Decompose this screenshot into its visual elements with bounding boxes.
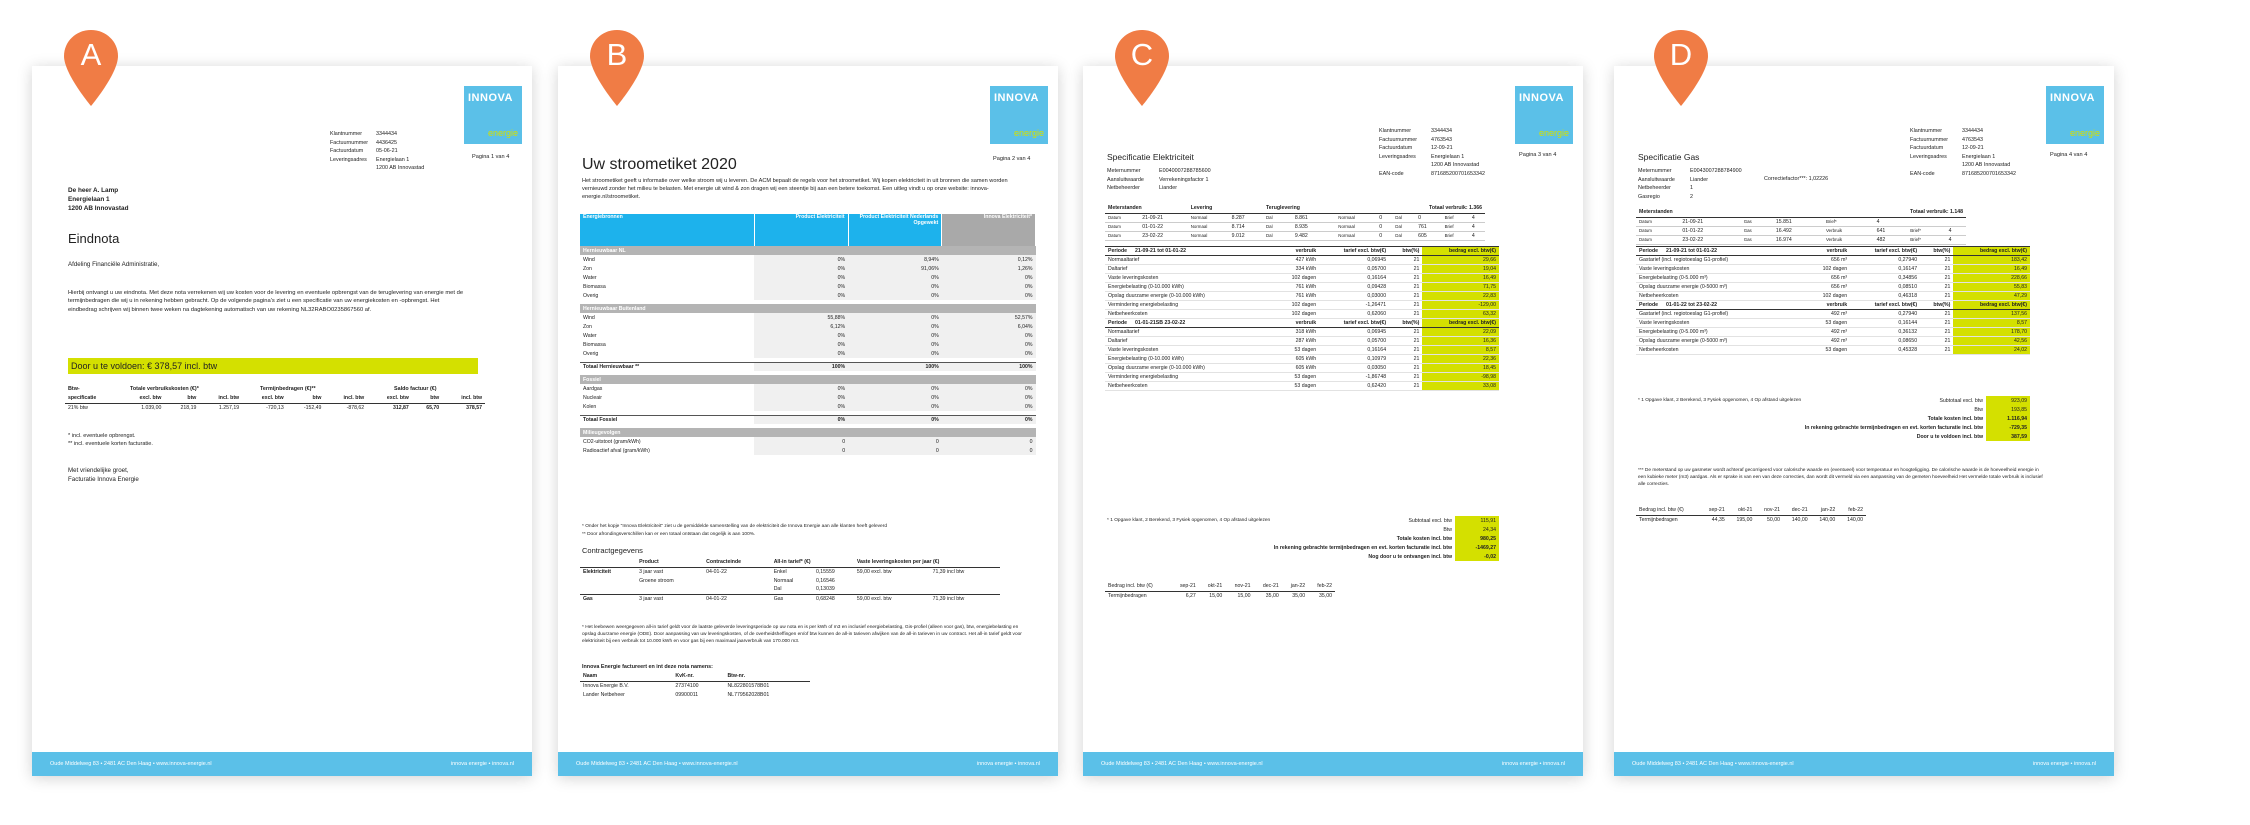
invoice-meta: [1379, 127, 1485, 179]
table-row: Hernieuwbaar Buitenland: [580, 304, 1036, 313]
spec-table: [1105, 246, 1499, 391]
table-row: Vaste leveringskosten 53 dagen 0,16144 21 8,57: [1636, 319, 2030, 328]
page-number: Pagina 2 van 4: [993, 156, 1031, 162]
page-title: Specificatie Elektriciteit: [1107, 152, 1194, 162]
meter-readings: [1105, 204, 1485, 241]
table-row: Overig 0% 0% 0%: [580, 291, 1036, 300]
table-row: Elektriciteit 3 jaar vast 04-01-22 Enkel 0,15559 59,00 excl. btw 71,39 incl btw: [583, 568, 965, 575]
page-specificatie-gas: [1614, 66, 2114, 776]
table-row: Datum 23-02-22 Gas 16.974 Verbruik 482 Brief* 4: [1636, 235, 1966, 244]
meta-row: Klantnummer 3344434: [1910, 128, 1983, 134]
meta-row: Leveringsadres Energielaan 1: [1910, 153, 1996, 160]
pin-letter: B: [606, 37, 628, 72]
monthly-amounts: [1636, 506, 1866, 524]
meta-row: Factuurdatum 12-09-21: [1379, 145, 1453, 152]
summary-header: Btw-: [68, 386, 80, 392]
closing: Met vriendelijke groet, Facturatie Innova Energie: [68, 467, 139, 483]
energy-sources-table: [580, 214, 1036, 459]
footnote-1: * Onder het kopje "Innova Elektriciteit" ziet u de gemiddelde samenstelling van de elektriciteit die Innova Energie aan alle klanten heeft geleverd: [582, 524, 887, 529]
table-row: Biomassa 0% 0% 0%: [580, 282, 1036, 291]
amount-due: Door u te voldoen: € 378,57 incl. btw: [68, 358, 478, 374]
table-row: Door u te voldoen incl. btw 387,59: [1774, 432, 2030, 441]
table-row: Biomassa 0% 0% 0%: [580, 340, 1036, 349]
table-row: Fossiel: [580, 375, 1036, 384]
totals: [1243, 516, 1499, 561]
table-row: Daltarief 334 kWh 0,05700 21 19,04: [1105, 265, 1499, 274]
table-row: Periode 01-01-22 tot 23-02-22 verbruik tarief excl. btw(€) btw(%) bedrag excl. btw(€): [1636, 301, 2030, 310]
innova-logo: INNOVA energie: [2046, 86, 2104, 144]
meta-row: EAN-code 871685200701653342: [1910, 170, 2016, 177]
innova-logo: INNOVA energie: [1515, 86, 1573, 144]
table-row: Bedrag incl. btw (€) sep-21 okt-21 nov-21 dec-21 jan-22 feb-22: [1636, 506, 1866, 515]
table-row: Product Contracteinde All-in tarief* (€) Vaste leveringskosten per jaar (€): [580, 558, 1000, 567]
table-row: Totaal Fossiel 0% 0% 0%: [580, 415, 1036, 424]
table-row: Meterstanden Totaal verbruik: 1.148: [1636, 208, 1966, 217]
table-row: Btw 193,85: [1774, 405, 2030, 414]
table-row: Opslag duurzame energie (0-5000 m³) 656 m³ 0,08510 21 55,83: [1636, 283, 2030, 292]
monthly-amounts: [1105, 582, 1335, 600]
table-row: Subtotaal excl. btw 115,91: [1243, 516, 1499, 525]
meta-row: Netbeheerder 1: [1638, 185, 1693, 192]
summary-header-saldo: Saldo factuur (€): [394, 386, 437, 392]
pin-a: [62, 28, 120, 108]
meta-row: Leveringsadres Energielaan 1: [1379, 153, 1465, 160]
table-row: In rekening gebrachte termijnbedragen en evt. korten facturatie incl. btw -1469,27: [1243, 543, 1499, 552]
table-row: Energiebelasting (0-10.000 kWh) 605 kWh 0,10979 21 22,36: [1105, 355, 1499, 364]
body-text: Hierbij ontvangt u uw eindnota. Met deze nota verrekenen wij uw kosten voor de levering en eventuele opbrengst van de teruglevering van energie met de termijnbedragen die wij u in rekening hebben gebracht. Op de volgende pagina's ziet u een specificatie van uw energiekosten en -opbrengst. Het eindbedrag schrijven wij binnen twee weken na dagtekening automatisch van uw rekening NL32RABO0235867560 af.: [68, 290, 464, 313]
meta-row: 1200 AB Innovastad: [1431, 162, 1480, 169]
correction-factor: Correctiefactor***: 1,02226: [1764, 176, 1829, 182]
table-row: Nucleair 0% 0% 0%: [580, 393, 1036, 402]
page-number: Pagina 4 van 4: [2050, 152, 2088, 158]
table-row: Datum 21-09-21 Gas 15.851 Brief* 4: [1636, 217, 1966, 226]
table-row: Netbeheerkosten 102 dagen 0,62060 21 63,32: [1105, 310, 1499, 319]
page-title: Eindnota: [68, 231, 120, 246]
table-row: Btw 24,34: [1243, 525, 1499, 534]
table-row: Datum 01-01-22 Normaal 8.714 Dal 8.935 Normaal 0 Dal 761 Brief 4: [1105, 222, 1485, 231]
invoice-meta: [1910, 127, 2016, 179]
meta-row: Aansluitwaarde Verrekeningsfactor 1: [1107, 176, 1209, 183]
table-row: Datum 21-09-21 Normaal 8.287 Dal 8.861 Normaal 0 Dal 0 Brief 4: [1105, 213, 1485, 222]
table-row: Termijnbedragen 44,35 195,00 50,00 140,00 140,00 140,00: [1639, 516, 1863, 523]
table-row: Netbeheerkosten 53 dagen 0,62420 21 33,08: [1105, 382, 1499, 391]
table-row: Netbeheerkosten 102 dagen 0,46318 21 47,29: [1636, 292, 2030, 301]
spacer: [580, 455, 1036, 459]
table-row: Naam KvK-nr. Btw-nr.: [580, 672, 810, 681]
summary-table: specificatie excl. btw btw incl. btw excl. btw btw incl. btw excl. btw btw incl. btw 21% btw 1.039,00 218,19 1.257,19 -720,13 -152,49 -878,62 312,87 65,70 378,57: [65, 394, 485, 412]
table-row: Water 0% 0% 0%: [580, 331, 1036, 340]
page-number: Pagina 1 van 4: [472, 154, 510, 160]
table-row: Meterstanden Levering Teruglevering Totaal verbruik: 1.366: [1105, 204, 1485, 213]
page-eindnota: [32, 66, 532, 776]
table-row: Nog door u te ontvangen incl. btw -0,02: [1243, 552, 1499, 561]
summary-header-terms: Termijnbedragen (€)**: [260, 386, 316, 392]
table-row: Normaaltarief 427 kWh 0,06945 21 29,66: [1105, 256, 1499, 265]
table-row: Opslag duurzame energie (0-5000 m³) 492 m³ 0,08650 21 42,56: [1636, 337, 2030, 346]
innova-logo: INNOVA energie: [464, 86, 522, 144]
reading-note: * 1 Opgave klant, 2 Berekend, 3 Fysiek opgenomen, 4 Op afstand uitgelezen: [1638, 398, 1802, 403]
meta-row: Meternummer E0040007288785600: [1107, 168, 1211, 174]
table-row: Periode 01-01-21SB 23-02-22 verbruik tarief excl. btw(€) btw(%) bedrag excl. btw(€): [1105, 319, 1499, 328]
meter-readings: [1636, 208, 1966, 245]
page-footer: Oude Middelweg 83 • 2481 AC Den Haag • www.innova-energie.nl innova energie • innova.nl: [32, 752, 532, 776]
table-row: Netbeheerkosten 53 dagen 0,45328 21 24,02: [1636, 346, 2030, 355]
table-row: Datum 23-02-22 Normaal 9.012 Dal 9.482 Normaal 0 Dal 605 Brief 4: [1105, 231, 1485, 240]
table-row: Wind 0% 8,94% 0,12%: [580, 255, 1036, 264]
contract-note: * Het leebewen weergegeven all-in tarief geldt voor de laatste geleverde leveringsperiode op uw nota en is per kWh of m3 en inclusief energiebelasting, Gis-profiel (alleen voor gas), btw, energiebelasting en opslag duurzame energie (ODE). Door aanpassing van uw leveringskosten, of de overheidsheffingen en/of btw kunnen de all-in tarieven afwijken van de all-in tarieven in uw contract. Het all-in tarief geldt voor elektriciteit bij een verbruik tot 10.000 kWh en voor gas bij een maximaal jaarverbruik van 170.000 m3.: [582, 625, 1022, 644]
collector-table: [580, 672, 810, 699]
meter-info: [1107, 167, 1211, 193]
table-row: Opslag duurzame energie (0-10.000 kWh) 605 kWh 0,03050 21 18,45: [1105, 364, 1499, 373]
pin-letter: A: [80, 37, 102, 72]
spec-table: [1636, 246, 2030, 355]
meter-info: [1638, 167, 1742, 201]
department: Afdeling Financiële Administratie,: [68, 261, 160, 268]
table-row: Totaal Hernieuwbaar ** 100% 100% 100%: [580, 362, 1036, 371]
meta-row: 1200 AB Innovastad: [1962, 162, 2011, 169]
totals: [1774, 396, 2030, 441]
meta-row: Meternummer E0043007288784900: [1638, 168, 1742, 174]
table-row: Zon 6,12% 0% 6,04%: [580, 322, 1036, 331]
table-row: Water 0% 0% 0%: [580, 273, 1036, 282]
table-row: Aardgas 0% 0% 0%: [580, 384, 1036, 393]
page-footer: Oude Middelweg 83 • 2481 AC Den Haag • www.innova-energie.nl innova energie • innova.nl: [1614, 752, 2114, 776]
table-row: Gas 3 jaar vast 04-01-22 Gas 0,68248 59,00 excl. btw 71,39 incl btw: [580, 594, 1000, 603]
table-row: Termijnbedragen 6,27 15,00 15,00 35,00 35,00 35,00: [1108, 592, 1332, 599]
pin-c: [1113, 28, 1171, 108]
table-row: Periode 21-09-21 tot 01-01-22 verbruik tarief excl. btw(€) btw(%) bedrag excl. btw(€): [1105, 247, 1499, 256]
table-row: Groene stroom Normaal 0,16546: [639, 577, 835, 584]
table-row: Totale kosten incl. btw 1.116,94: [1774, 414, 2030, 423]
page-title: Specificatie Gas: [1638, 152, 1700, 162]
table-row: Vaste leveringskosten 102 dagen 0,16164 21 16,49: [1105, 274, 1499, 283]
contract-table: [580, 558, 1000, 603]
page-title: Uw stroometiket 2020: [582, 156, 737, 173]
table-row: Milieugevolgen: [580, 428, 1036, 437]
table-row: Lander Netbeheer 09900011 NL779562028B01: [583, 691, 770, 698]
address-block: De heer A. Lamp Energielaan 1 1200 AB Innovastad: [68, 187, 129, 212]
table-row: Radioactief afval (gram/kWh) 0 0 0: [580, 446, 1036, 455]
page-footer: Oude Middelweg 83 • 2481 AC Den Haag • www.innova-energie.nl innova energie • innova.nl: [558, 752, 1058, 776]
table-row: Gastarief (incl. regiotoeslag G1-profiel) 656 m³ 0,27940 21 183,42: [1636, 256, 2030, 265]
meta-row: Factuurdatum 12-09-21: [1910, 145, 1984, 152]
meta-row: Klantnummer 3344434: [1379, 128, 1452, 134]
table-row: Opslag duurzame energie (0-10.000 kWh) 761 kWh 0,03000 21 22,83: [1105, 292, 1499, 301]
meta-row: Factuurnummer 4763543: [1379, 136, 1452, 143]
ean-title: Innova Energie factureert en int deze nota namens:: [582, 664, 713, 670]
table-row: Energiebelasting (0-10.000 kWh) 761 kWh 0,09428 21 71,75: [1105, 283, 1499, 292]
meta-row: Aansluitwaarde Liander: [1638, 176, 1708, 183]
table-row: Periode 21-09-21 tot 01-01-22 verbruik tarief excl. btw(€) btw(%) bedrag excl. btw(€): [1636, 247, 2030, 256]
table-row: Energiebelasting (0-5.000 m³) 656 m³ 0,34856 21 228,66: [1636, 274, 2030, 283]
table-row: CO2-uitstoot (gram/kWh) 0 0 0: [580, 437, 1036, 446]
meta-row: Factuurnummer 4763543: [1910, 136, 1983, 143]
intro-text: Het stroometiket geeft u informatie over welke stroom wij u leveren. De ACM bepaalt de regels voor het stroometiket. Wij kopen elektriciteit in uit bronnen die samen worden vernieuwd zonder het milieu te belasten. Met energie uit wind & zon dragen wij een steentje bij aan een betere toekomst. Een uitleg vindt u op onze website: innova-energie.nl/stroometiket.: [582, 178, 1008, 200]
table-row: Daltarief 287 kWh 0,05700 21 16,36: [1105, 337, 1499, 346]
innova-logo: INNOVA energie: [990, 86, 1048, 144]
table-row: Hernieuwbaar NL: [580, 246, 1036, 255]
pin-d: [1652, 28, 1710, 108]
table-row: Wind 55,88% 0% 52,57%: [580, 313, 1036, 322]
table-row: Totale kosten incl. btw 980,25: [1243, 534, 1499, 543]
pin-letter: D: [1669, 37, 1693, 72]
notes: * incl. eventuele opbrengst. ** incl. eventuele korten facturatie.: [68, 433, 153, 447]
table-row: Bedrag incl. btw (€) sep-21 okt-21 nov-21 dec-21 jan-22 feb-22: [1105, 582, 1335, 591]
table-row: Innova Energie B.V. 27374100 NL822801578B01: [583, 682, 770, 689]
table-row: Normaaltarief 318 kWh 0,06945 21 22,09: [1105, 328, 1499, 337]
page-specificatie-elektriciteit: [1083, 66, 1583, 776]
pin-b: [588, 28, 646, 108]
table-row: Kolen 0% 0% 0%: [580, 402, 1036, 411]
table-row: Gastarief (incl. regiotoeslag G1-profiel) 492 m³ 0,27940 21 137,56: [1636, 310, 2030, 319]
meta-row: Gasregio 2: [1638, 193, 1693, 200]
table-row: Vermindering energiebelasting 53 dagen -1,86748 21 -98,98: [1105, 373, 1499, 382]
footnote-2: ** Door afrondingsverschillen kan er een totaal ontstaan dat ongelijk is aan 100%.: [582, 532, 756, 537]
reading-note: * 1 Opgave klant, 2 Berekend, 3 Fysiek opgenomen, 4 Op afstand uitgelezen: [1107, 518, 1271, 523]
gas-note: *** De meterstand op uw gasmeter wordt achteraf gecorrigeerd voor calorische waarde en (eventueel) voor temperatuur en hoogteligging. De calorische waarde is de hoeveelheid energie in een kubieke meter (m3) aardgas. Als er sprake is van een van deze correcties, dan wordt dit vermeld via een aanpassing van de gemeten hoeveelheid Het vermelde totale verbruik is inclusief alle correcties.: [1638, 468, 2043, 487]
pin-letter: C: [1130, 37, 1154, 72]
page-stroometiket: [558, 66, 1058, 776]
table-row: Vermindering energiebelasting 102 dagen -1,26471 21 -129,00: [1105, 301, 1499, 310]
invoice-meta: Klantnummer 3344434 Factuurnummer 4436425 Factuurdatum 05-06-21 Leveringsadres Energielaan 1 1200 AB Innovastad: [330, 131, 425, 172]
table-row: Energiebelasting (0-5.000 m³) 492 m³ 0,36132 21 178,70: [1636, 328, 2030, 337]
page-number: Pagina 3 van 4: [1519, 152, 1557, 158]
table-row: Vaste leveringskosten 102 dagen 0,16147 21 16,49: [1636, 265, 2030, 274]
table-row: Vaste leveringskosten 53 dagen 0,16164 21 8,57: [1105, 346, 1499, 355]
table-row: Energiebronnen Product Elektriciteit Product Elektriciteit Nederlands Opgewekt Innova Elektriciteit*: [580, 214, 1036, 246]
table-row: Dal 0,13039: [773, 586, 835, 593]
contract-title: Contractgegevens: [582, 546, 643, 555]
meta-row: EAN-code 871685200701653342: [1379, 170, 1485, 177]
table-row: Subtotaal excl. btw 923,09: [1774, 396, 2030, 405]
summary-header-costs: Totale verbruikskosten (€)*: [130, 386, 199, 392]
table-row: In rekening gebrachte termijnbedragen en evt. korten facturatie incl. btw -729,35: [1774, 423, 2030, 432]
table-row: Datum 01-01-22 Gas 16.492 Verbruik 641 Brief* 4: [1636, 226, 1966, 235]
page-footer: Oude Middelweg 83 • 2481 AC Den Haag • www.innova-energie.nl innova energie • innova.nl: [1083, 752, 1583, 776]
table-row: Zon 0% 91,06% 1,26%: [580, 264, 1036, 273]
table-row: Overig 0% 0% 0%: [580, 349, 1036, 358]
meta-row: Netbeheerder Liander: [1107, 185, 1177, 192]
